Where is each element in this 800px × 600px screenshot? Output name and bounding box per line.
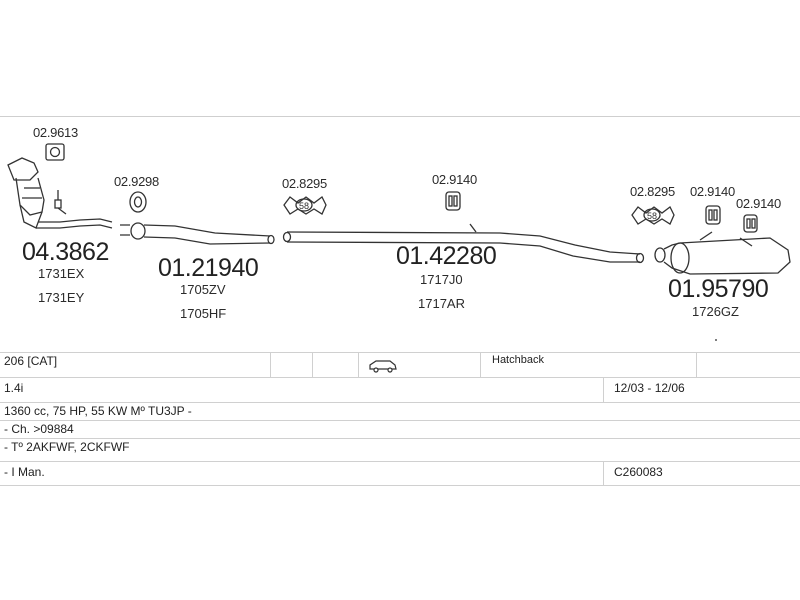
hanger-icon bbox=[446, 192, 460, 210]
catalytic-converter-icon bbox=[8, 158, 112, 228]
part-label-hanger: 02.9140 bbox=[690, 184, 735, 199]
table-row bbox=[0, 352, 800, 378]
part-label-clamp: 02.9298 bbox=[114, 174, 159, 189]
rear-silencer-icon bbox=[655, 232, 790, 274]
table-row bbox=[0, 462, 800, 486]
table-row bbox=[0, 421, 800, 439]
gasket-mark-label: 58 bbox=[298, 201, 310, 211]
part-ref-middle-pipe-2: 1717AR bbox=[418, 296, 465, 311]
chassis-cell: - Ch. >09884 bbox=[4, 422, 74, 436]
gasket-square-icon bbox=[46, 144, 64, 160]
table-row bbox=[0, 377, 800, 403]
model-cell: 206 [CAT] bbox=[4, 354, 58, 368]
part-code-silencer: 01.95790 bbox=[668, 275, 769, 303]
part-ref-catalyst-1: 1731EX bbox=[38, 266, 85, 281]
table-row bbox=[0, 403, 800, 421]
part-label-hanger: 02.9140 bbox=[736, 196, 781, 211]
gasket-mark-label: 58 bbox=[646, 211, 658, 221]
part-code-middle-pipe: 01.42280 bbox=[396, 242, 497, 270]
part-ref-front-pipe-2: 1705HF bbox=[180, 306, 227, 321]
specs-cell: 1360 cc, 75 HP, 55 KW Mº TU3JP - bbox=[4, 404, 192, 418]
part-label-gasket: 02.8295 bbox=[630, 184, 675, 199]
part-ref-catalyst-2: 1731EY bbox=[38, 290, 85, 305]
part-ref-middle-pipe-1: 1717J0 bbox=[420, 272, 463, 287]
part-code-catalyst: 04.3862 bbox=[22, 238, 109, 266]
front-pipe-icon bbox=[120, 223, 274, 244]
type-codes-cell: - Tº 2AKFWF, 2CKFWF bbox=[4, 440, 130, 454]
part-ref-front-pipe-1: 1705ZV bbox=[180, 282, 226, 297]
part-ref-silencer: 1726GZ bbox=[692, 304, 739, 319]
hanger-icon bbox=[744, 215, 757, 232]
part-label-hanger: 02.9140 bbox=[432, 172, 477, 187]
reference-cell: C260083 bbox=[614, 465, 663, 479]
hanger-icon bbox=[706, 206, 720, 224]
lambda-sensor-icon bbox=[55, 190, 66, 214]
part-label-gasket: 02.8295 bbox=[282, 176, 327, 191]
clamp-icon bbox=[130, 192, 146, 212]
engine-cell: 1.4i bbox=[4, 381, 24, 395]
gearbox-cell: - I Man. bbox=[4, 465, 45, 479]
part-code-front-pipe: 01.21940 bbox=[158, 254, 259, 282]
hatchback-car-icon bbox=[368, 359, 398, 373]
body-type-cell: Hatchback bbox=[492, 354, 544, 366]
table-row bbox=[0, 439, 800, 462]
part-label-gasket: 02.9613 bbox=[33, 125, 78, 140]
years-cell: 12/03 - 12/06 bbox=[614, 381, 685, 395]
